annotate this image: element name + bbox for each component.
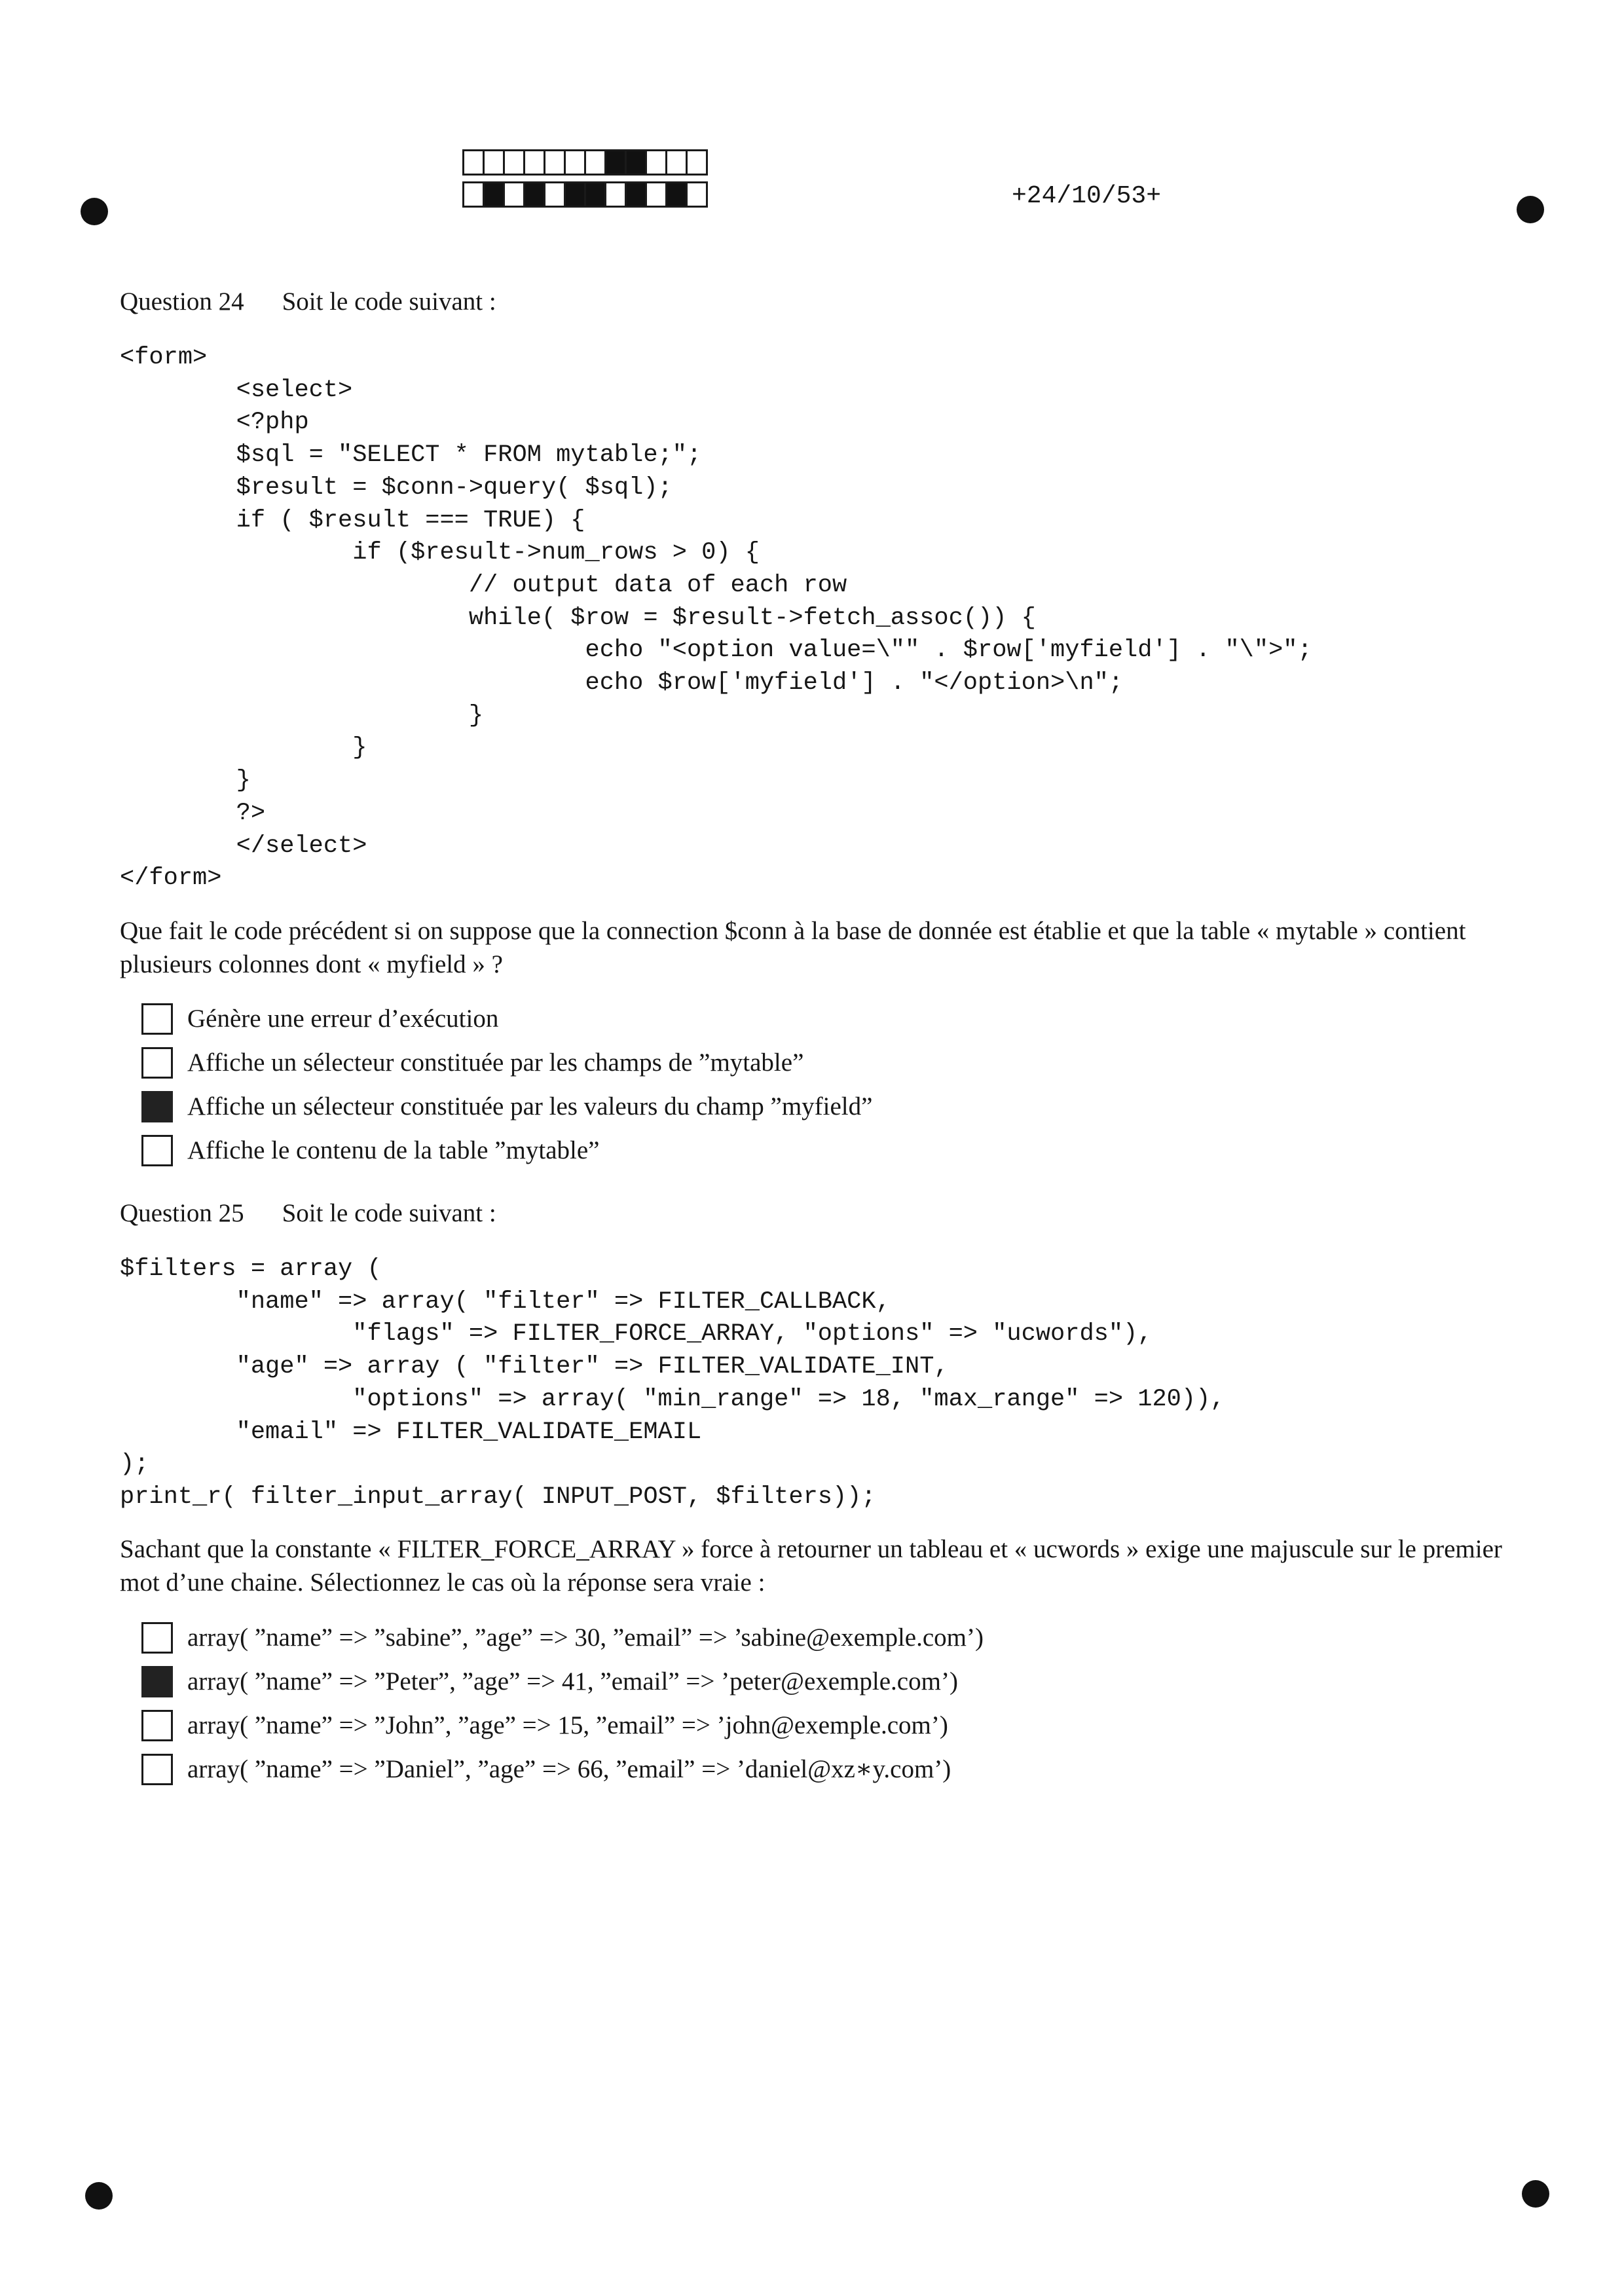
barcode-row-2 <box>462 181 706 208</box>
barcode-cell <box>564 149 586 176</box>
answer-choice[interactable] <box>141 1703 984 1747</box>
barcode-cell <box>625 149 647 176</box>
barcode-cell <box>665 149 688 176</box>
answer-choice[interactable] <box>141 1616 984 1659</box>
question-24-code: <form> <select> <?php $sql = "SELECT * FROM mytable;"; $result = $conn->query( $sql); if ( $result === TRUE) { if ($result->num_rows > 0) { // output data of each row while( $row = $result->fetch_assoc()) { echo "<option value=\"" . $row['myfield'] . "\">"; echo $row['myfield'] . "</option>\n"; } } } ?> </select> </form> <box>120 344 1312 893</box>
barcode-cell <box>665 181 688 208</box>
answer-choice[interactable] <box>141 1041 872 1084</box>
question-25-intro: Soit le code suivant : <box>282 1199 496 1227</box>
answer-choice[interactable] <box>141 1128 872 1172</box>
checkbox[interactable] <box>141 1003 173 1035</box>
question-25-choices <box>141 1616 984 1791</box>
answer-choice[interactable] <box>141 1747 984 1791</box>
registration-mark-top-left <box>81 198 108 225</box>
checkbox[interactable] <box>141 1754 173 1785</box>
answer-choice[interactable] <box>141 997 872 1041</box>
checkbox[interactable] <box>141 1047 173 1079</box>
barcode-cell <box>604 149 627 176</box>
barcode-cell <box>604 181 627 208</box>
barcode-row-1 <box>462 149 706 176</box>
barcode-cell <box>625 181 647 208</box>
answer-text: Génère une erreur d’exécution <box>187 1005 499 1033</box>
barcode-cell <box>584 149 606 176</box>
page-identifier: +24/10/53+ <box>1012 182 1162 210</box>
answer-text: array( ”name” => ”John”, ”age” => 15, ”email” => ’john@exemple.com’) <box>187 1711 948 1739</box>
checkbox[interactable] <box>141 1622 173 1654</box>
barcode-cell <box>503 149 525 176</box>
answer-text: array( ”name” => ”Daniel”, ”age” => 66, ”email” => ’daniel@xz∗y.com’) <box>187 1755 951 1783</box>
barcode-cell <box>503 181 525 208</box>
question-24-label: Question 24 <box>120 287 244 316</box>
answer-choice[interactable] <box>141 1659 984 1703</box>
checkbox[interactable] <box>141 1710 173 1741</box>
barcode-cell <box>483 149 505 176</box>
barcode-cell <box>523 181 545 208</box>
registration-mark-top-right <box>1517 196 1544 223</box>
barcode-cell <box>645 181 667 208</box>
checkbox[interactable] <box>141 1666 173 1697</box>
registration-mark-bottom-left <box>85 2182 113 2210</box>
registration-mark-bottom-right <box>1522 2180 1549 2208</box>
checkbox[interactable] <box>141 1091 173 1122</box>
barcode-cell <box>462 149 485 176</box>
barcode-cell <box>462 181 485 208</box>
answer-text: array( ”name” => ”Peter”, ”age” => 41, ”email” => ’peter@exemple.com’) <box>187 1667 958 1695</box>
answer-text: Affiche un sélecteur constituée par les valeurs du champ ”myfield” <box>187 1092 873 1120</box>
barcode-cell <box>686 181 708 208</box>
answer-text: array( ”name” => ”sabine”, ”age” => 30, ”email” => ’sabine@exemple.com’) <box>187 1623 984 1652</box>
checkbox[interactable] <box>141 1135 173 1166</box>
question-25-header <box>120 1198 496 1228</box>
barcode-cell <box>645 149 667 176</box>
answer-text: Affiche le contenu de la table ”mytable” <box>187 1136 600 1164</box>
barcode-cell <box>544 149 566 176</box>
question-24-intro: Soit le code suivant : <box>282 287 496 316</box>
barcode-cell <box>483 181 505 208</box>
barcode-cell <box>523 149 545 176</box>
question-25-code: $filters = array ( "name" => array( "filter" => FILTER_CALLBACK, "flags" => FILTER_FORCE_ARRAY, "options" => "ucwords"), "age" => array ( "filter" => FILTER_VALIDATE_INT, "options" => array( "min_range" => 18, "max_range" => 120)), "email" => FILTER_VALIDATE_EMAIL ); print_r( filter_input_array( INPUT_POST, $filters)); <box>120 1255 1225 1511</box>
answer-choice[interactable] <box>141 1084 872 1128</box>
question-25-prompt: Sachant que la constante « FILTER_FORCE_ARRAY » force à retourner un tableau et « ucwords » exige une majuscule sur le premier mot d’une chaine. Sélectionnez le cas où la réponse sera vraie : <box>120 1535 1502 1597</box>
answer-text: Affiche un sélecteur constituée par les champs de ”mytable” <box>187 1048 804 1077</box>
barcode-cell <box>544 181 566 208</box>
question-24-header <box>120 287 496 316</box>
question-25-label: Question 25 <box>120 1199 244 1227</box>
barcode-cell <box>564 181 586 208</box>
question-24-choices <box>141 997 872 1172</box>
barcode-cell <box>584 181 606 208</box>
question-24-prompt: Que fait le code précédent si on suppose que la connection $conn à la base de donnée est établie et que la table « mytable » contient plusieurs colonnes dont « myfield » ? <box>120 917 1466 978</box>
barcode-cell <box>686 149 708 176</box>
